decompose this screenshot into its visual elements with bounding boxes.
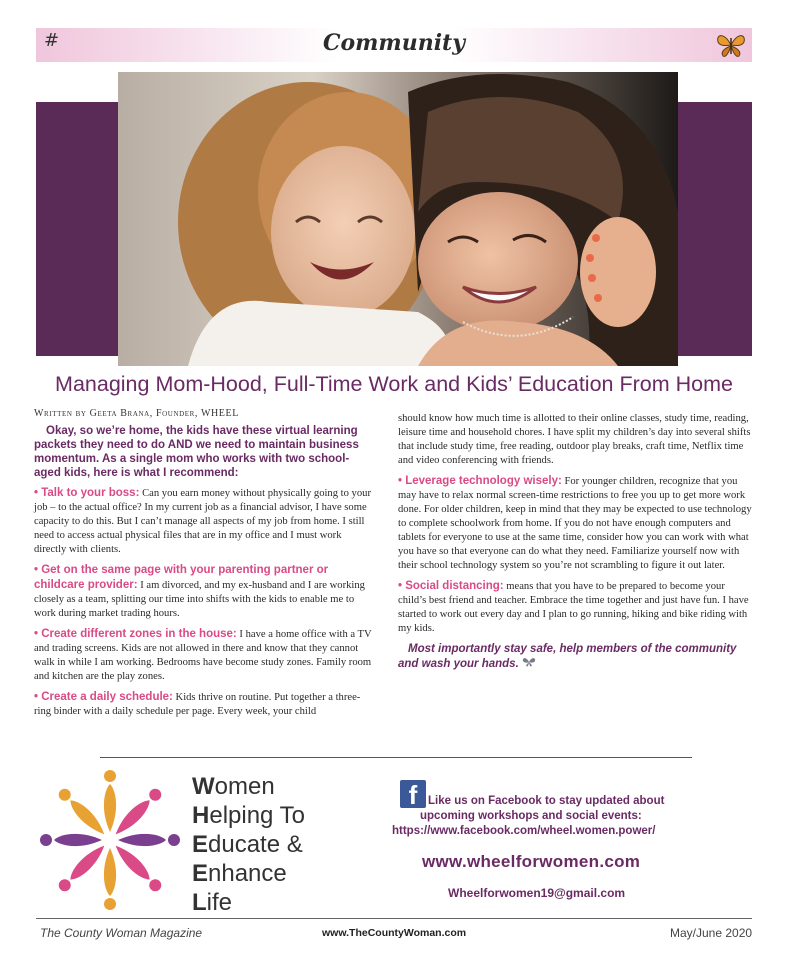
logo-line: Educate & [192,831,303,858]
closing-text: Most importantly stay safe, help members of the community and wash your hands. [398,643,737,670]
tip-paragraph [34,563,374,621]
page-marker: # [44,30,60,51]
tip-body: I have a home office with a TV and trading screens. Kids are not allowed in there and know that they cannot walk in while I am working. Bedrooms have become study zones. Family room and kitchen are the play zones. [34,629,372,682]
tip-paragraph [398,474,754,573]
logo-line: Helping To [192,802,305,829]
tip-lead: • Get on the same page with your parenting partner or childcare provider: [34,564,329,591]
magazine-url-link[interactable]: www.TheCountyWoman.com [322,927,467,939]
footer-rule [36,918,752,919]
tip-paragraph [34,690,374,719]
tip-body: I am divorced, and my ex-husband and I are working closely as a team, splitting our time into shifts with the kids to enable me to work during market trading hours. [34,580,365,619]
tip-lead: • Create a daily schedule: [34,691,173,703]
logo-line: Women [192,773,275,800]
wheel-logo-mark [40,770,180,910]
tip-lead: • Create different zones in the house: [34,628,237,640]
tip-lead: • Social distancing: [398,580,504,592]
facebook-url-link[interactable]: https://www.facebook.com/wheel.women.power/ [392,825,656,837]
tip-body: Kids thrive on routine. Put together a three-ring binder with a daily schedule per page. Every week, your child [34,692,361,717]
small-butterfly-icon [522,656,536,667]
magazine-name: The County Woman Magazine [40,926,203,940]
article-column-left [34,424,374,725]
email-link[interactable]: Wheelforwomen19@gmail.com [448,886,626,900]
wheel-logo-text [192,772,305,917]
continued-paragraph: should know how much time is allotted to their online classes, study time, reading, leisure time and household chores. I have split my children’s day into several shifts that include study time, free reading, outdoor play breaks, craft time, Netflix time and video conferencing with friends. [398,413,751,466]
facebook-callout [392,794,702,839]
butterfly-icon [714,30,748,60]
facebook-line-2: upcoming workshops and social events: [420,810,642,822]
mother-daughter-photo [118,72,678,366]
section-title: Community [322,30,466,56]
tip-body: means that you have to be prepared to become your child’s best friend and teacher. Embrace the time together and just have fun. I have started to work out every day and I plan to go running, hiking and bike riding with my kids. [398,581,749,634]
tip-body: Can you earn money without physically going to your job – to the actual office? In my current job as a financial advisor, I have some capacity to do this. But I can’t manage all aspects of my job from home. I still need to access actual physical files that are in my office and I must work directly with clients. [34,488,371,555]
article-intro: Okay, so we’re home, the kids have these virtual learning packets they need to do AND we need to maintain business momentum. As a single mom who works with two school-aged kids, here is what I recommend: [34,425,359,479]
tip-paragraph [34,486,374,557]
tip-body: For younger children, recognize that you may have to relax normal screen-time restrictions to free you up to get more work done. For older children, keep in mind that they may be expected to use technology to complete schoolwork from home. If you do not have enough computers and tablets for everyone to use at the same time, consider how you can work with what you have so that everyone can do what they need. Familiarize yourself now with their school technology system so you’re not scrambling to figure it out later. [398,476,752,571]
website-link[interactable]: www.wheelforwomen.com [422,852,641,871]
article-byline: Written by Geeta Brana, Founder, WHEEL [34,408,239,419]
issue-date: May/June 2020 [670,926,753,940]
article-headline: Managing Mom-Hood, Full-Time Work and Kids’ Education From Home [55,372,733,396]
facebook-line-1: Like us on Facebook to stay updated about [428,795,665,807]
tip-lead: • Leverage technology wisely: [398,475,562,487]
logo-line: Life [192,889,233,916]
logo-line: Enhance [192,860,287,887]
tip-paragraph [34,627,374,684]
facebook-icon[interactable]: f [400,780,426,808]
section-divider [100,757,692,758]
closing-message [398,642,754,671]
article-column-right [398,412,754,677]
tip-paragraph [398,579,754,636]
tip-lead: • Talk to your boss: [34,487,140,499]
